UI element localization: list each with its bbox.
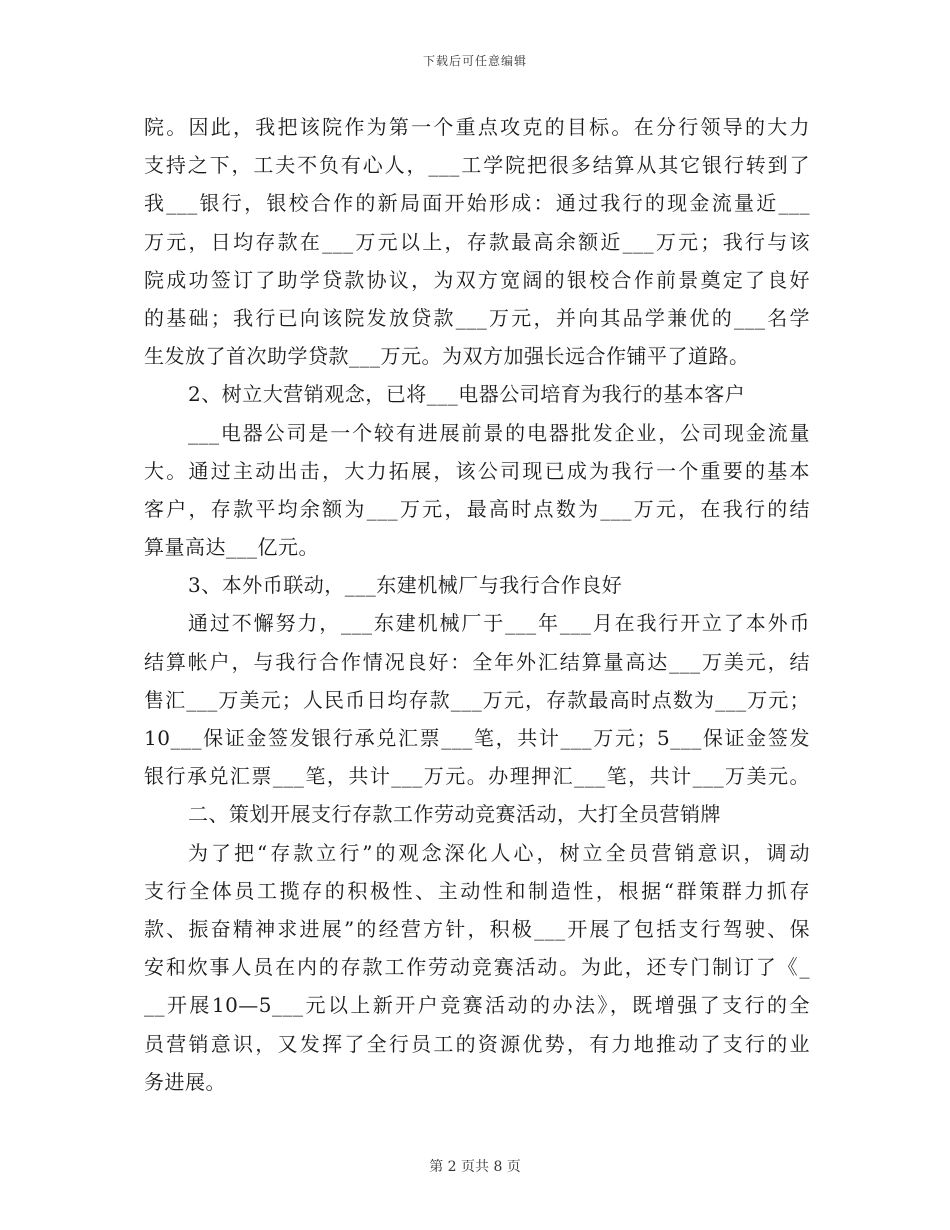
text-line: 安和炊事人员在内的存款工作劳动竞赛活动。为此，还专门制订了《_ [144, 955, 810, 980]
section-heading: 3、本外币联动，___东建机械厂与我行合作良好 [188, 573, 623, 598]
text-line: ___电器公司是一个较有进展前景的电器批发企业，公司现金流量 [188, 420, 810, 445]
page-number: 第 2 页共 8 页 [429, 1159, 521, 1175]
text-line: 客户，存款平均余额为___万元，最高时点数为___万元，在我行的结 [144, 496, 810, 521]
text-line: 院成功签订了助学贷款协议，为双方宽阔的银校合作前景奠定了良好 [144, 267, 810, 292]
text-line: 大。通过主动出击，大力拓展，该公司现已成为我行一个重要的基本 [144, 458, 810, 483]
text-line: 算量高达___亿元。 [144, 535, 319, 560]
text-line: 院。因此，我把该院作为第一个重点攻克的目标。在分行领导的大力 [144, 115, 810, 139]
text-line: 的基础；我行已向该院发放贷款___万元，并向其品学兼优的___名学 [144, 305, 810, 330]
text-line: 员营销意识，又发挥了全行员工的资源优势，有力地推动了支行的业 [144, 1031, 810, 1056]
text-line: 10___保证金签发银行承兑汇票___笔，共计___万元；5___保证金签发 [144, 726, 810, 750]
text-line: 银行承兑汇票___笔，共计___万元。办理押汇___笔，共计___万美元。 [144, 764, 810, 789]
text-line: 万元，日均存款在___万元以上，存款最高余额近___万元；我行与该 [144, 229, 810, 254]
text-line: 生发放了首次助学贷款___万元。为双方加强长远合作铺平了道路。 [144, 344, 750, 369]
text-line: 支行全体员工揽存的积极性、主动性和制造性，根据“群策群力抓存 [144, 878, 810, 903]
text-line: 支持之下，工夫不负有心人，___工学院把很多结算从其它银行转到了 [144, 153, 810, 178]
text-line: 款、振奋精神求进展”的经营方针，积极___开展了包括支行驾驶、保 [144, 916, 810, 941]
text-line: 结算帐户，与我行合作情况良好：全年外汇结算量高达___万美元，结 [144, 649, 810, 674]
text-line: 务进展。 [144, 1069, 226, 1094]
text-line: 通过不懈努力，___东建机械厂于___年___月在我行开立了本外币 [188, 611, 810, 636]
text-line: 为了把“存款立行”的观念深化人心，树立全员营销意识，调动 [188, 840, 810, 865]
text-line: 售汇___万美元；人民币日均存款___万元，存款最高时点数为___万元； [144, 687, 810, 712]
text-line: __开展10—5___元以上新开户竞赛活动的办法》，既增强了支行的全 [144, 993, 810, 1018]
section-heading: 二、策划开展支行存款工作劳动竞赛活动，大打全员营销牌 [188, 802, 721, 827]
section-heading: 2、树立大营销观念，已将___电器公司培育为我行的基本客户 [188, 382, 746, 407]
document-body [144, 108, 810, 1101]
text-line: 我___银行，银校合作的新局面开始形成：通过我行的现金流量近___ [144, 191, 810, 216]
page-header: 下载后可任意编辑 [422, 54, 527, 68]
